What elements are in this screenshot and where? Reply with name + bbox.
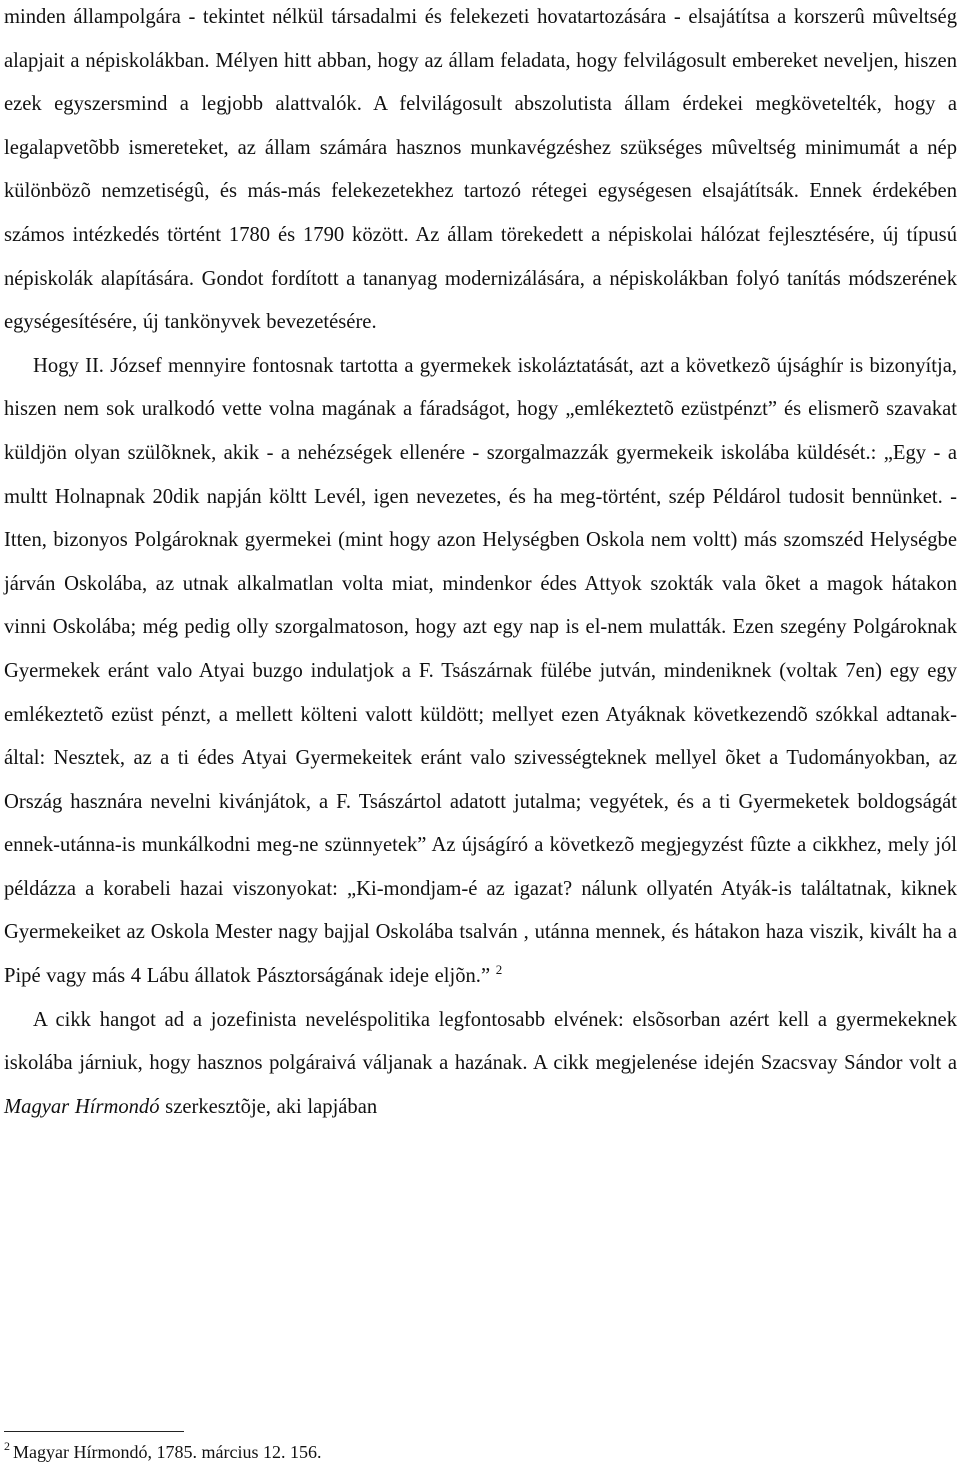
document-page [4,0,957,1129]
paragraph-josephinist-education [4,0,957,345]
paragraph-text: szerkesztõje, aki lapjában [159,1095,378,1118]
footnote-text: Magyar Hírmondó, 1785. március 12. 156. [13,1442,322,1462]
paragraph-text: minden állampolgára - tekintet nélkül társadalmi és felekezeti hovatartozására - elsajátítsa a korszerû mûveltség alapjait a népiskolákban. Mélyen hitt abban, hogy az állam feladata, hogy felvilágosult embereket neveljen, hiszen ezek egyszersmind a legjobb alattvalók. A felvilágosult abszolutista állam érdekei megkövetelték, hogy a legalapvetõbb ismereteket, az állam számára hasznos munkavégzéshez szükséges mûveltség minimumát a nép különbözõ nemzetiségû, és más-más felekezetekhez tartozó rétegei egységesen elsajátítsák. Ennek érdekében számos intézkedés történt 1780 és 1790 között. Az állam törekedett a népiskolai hálózat fejlesztésére, új típusú népiskolák alapítására. Gondot fordított a tananyag modernizálására, a népiskolákban folyó tanítás módszerének egységesítésére, új tankönyvek bevezetésére. [4,6,957,334]
footnote-divider [4,1431,184,1432]
paragraph-text: A cikk hangot ad a jozefinista neveléspolitika legfontosabb elvének: elsõsorban azért kell a gyermekeknek iskolába járniuk, hogy hasznos polgáraivá váljanak a hazának. A cikk megjelenése idején Szacsvay Sándor volt a [4,1008,957,1075]
footnote-marker: 2 [4,1439,10,1453]
paragraph-newspaper-report [4,345,957,999]
paragraph-text: Hogy II. József mennyire fontosnak tartotta a gyermekek iskoláztatását, azt a következõ újsághír is bizonyítja, hiszen nem sok uralkodó vette volna magának a fáradságot, hogy „emlékeztetõ ezüstpénzt” és elismerõ szavakat küldjön olyan szülõknek, akik - a nehézségek ellenére - szorgalmazzák gyermekeik iskolába küldését.: „Egy - a multt Holnapnak 20dik napján költt Levél, igen nevezetes, és ha meg-történt, szép Példárol tudosit bennünket. - Itten, bizonyos Polgároknak gyermekei (mint hogy azon Helységben Oskola nem voltt) más szomszéd Helységbe járván Oskolába, az utnak alkalmatlan volta miat, mindenkor édes Attyok szokták vala õket a magok hátakon vinni Oskolába; még pedig olly szorgalmatoson, hogy azt egy nap is el-nem mulatták. Ezen szegény Polgároknak Gyermekek eránt valo Atyai buzgo indulatjok a F. Tsászárnak fülébe jutván, mindeniknek (voltak 7en) egy egy emlékeztetõ ezüst pénzt, a mellett költeni valott küldött; mellyet ezen Atyáknak következendõ szókkal adtanak-által: Nesztek, az a ti édes Atyai Gyermekeitek eránt valo szivességteknek mellyel õket a Tudományokban, az Ország hasznára nevelni kivánjátok, a F. Tsászártol adatott jutalma; vegyétek, és a ti Gyermeketek boldogságát ennek-utánna-is munkálkodni meg-ne szünnyetek” Az újságíró a következõ megjegyzést fûzte a cikkhez, mely jól példázza a korabeli hazai viszonyokat: „Ki-mondjam-é az igazat? nálunk ollyatén Atyák-is találtatnak, kiknek Gyermekeiket az Oskola Mester nagy bajjal Oskolába tsalván , utánna mennek, és hátakon haza viszik, kivált ha a Pipé vagy más 4 Lábu állatok Pásztorságának ideje eljõn.” [4,354,957,988]
newspaper-title: Magyar Hírmondó [4,1095,160,1118]
paragraph-article-commentary [4,999,957,1130]
footnote [4,1440,321,1464]
footnote-reference[interactable]: 2 [495,962,503,978]
